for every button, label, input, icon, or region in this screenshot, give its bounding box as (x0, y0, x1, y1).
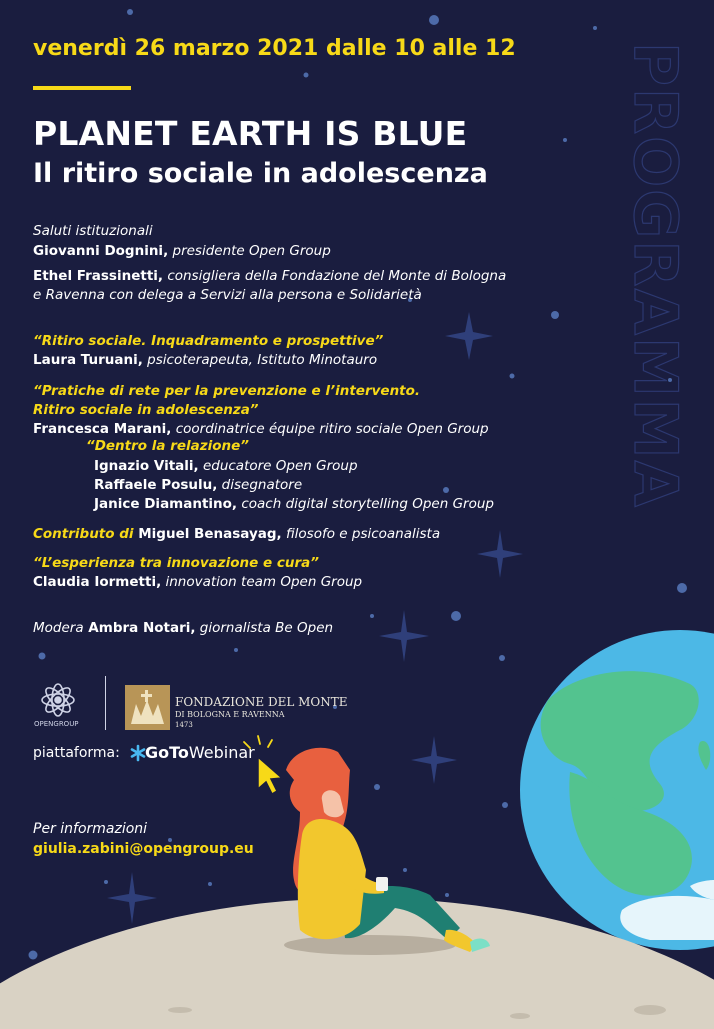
programma-vertical-label: PROGRAMMA (620, 42, 690, 509)
speaker-name: Ambra Notari, (83, 620, 196, 636)
speaker-role: filosofo e psicoanalista (281, 526, 441, 542)
speaker-role: disegnatore (217, 477, 303, 493)
platform-label: piattaforma: (33, 745, 120, 761)
event-subtitle: Il ritiro sociale in adolescenza (33, 158, 488, 189)
speaker-name: Ethel Frassinetti, (33, 268, 164, 284)
talk-title: “L’esperienza tra innovazione e cura” (33, 555, 319, 571)
gotowebinar-brand-bold: GoTo (145, 743, 189, 762)
fondazione-emblem-icon (125, 685, 170, 730)
greetings-label: Saluti istituzionali (33, 223, 153, 239)
speaker-line (33, 243, 331, 260)
gotowebinar-brand[interactable] (145, 743, 255, 762)
talk-title: “Pratiche di rete per la prevenzione e l’intervento. (33, 383, 421, 399)
info-label: Per informazioni (33, 821, 148, 837)
fondazione-logo-year: 1473 (175, 721, 193, 729)
contribution-line (33, 526, 440, 543)
speaker-role: giornalista Be Open (195, 620, 334, 636)
date-underline (33, 86, 131, 90)
event-title: PLANET EARTH IS BLUE (33, 114, 468, 153)
gotowebinar-brand-thin: Webinar (188, 743, 255, 762)
opengroup-logo-text: OPENGROUP (34, 720, 79, 728)
speaker-line (94, 477, 302, 494)
contribution-label: Contributo di (33, 526, 134, 542)
speaker-role: presidente Open Group (168, 243, 331, 259)
moderator-line (33, 620, 333, 637)
speaker-line (33, 421, 489, 438)
speaker-name: Claudia Iormetti, (33, 574, 162, 590)
speaker-line (94, 458, 358, 475)
talk-title: Ritiro sociale in adolescenza” (33, 402, 259, 418)
logo-divider (105, 676, 106, 730)
speaker-name: Giovanni Dognini, (33, 243, 169, 259)
speaker-line (33, 268, 506, 285)
speaker-role: educatore Open Group (198, 458, 358, 474)
speaker-role: coordinatrice équipe ritiro sociale Open Group (171, 421, 489, 437)
moderator-label: Modera (33, 620, 84, 636)
speaker-name: Miguel Benasayag, (133, 526, 282, 542)
sub-talk-title: “Dentro la relazione” (86, 438, 249, 454)
info-email-link[interactable]: giulia.zabini@opengroup.eu (33, 841, 254, 857)
speaker-name: Francesca Marani, (33, 421, 172, 437)
speaker-name: Ignazio Vitali, (94, 458, 199, 474)
speaker-name: Raffaele Posulu, (94, 477, 218, 493)
speaker-role: psicoterapeuta, Istituto Minotauro (142, 352, 378, 368)
speaker-line (33, 574, 362, 591)
speaker-line (33, 352, 377, 369)
speaker-role: consigliera della Fondazione del Monte di Bologna (163, 268, 507, 284)
speaker-line (94, 496, 494, 513)
event-date: venerdì 26 marzo 2021 dalle 10 alle 12 (33, 36, 516, 61)
speaker-role-continued: e Ravenna con delega a Servizi alla persona e Solidarietà (33, 287, 422, 303)
talk-title: “Ritiro sociale. Inquadramento e prospettive” (33, 333, 384, 349)
speaker-name: Janice Diamantino, (94, 496, 238, 512)
fondazione-logo-name: FONDAZIONE DEL MONTE (175, 695, 348, 709)
fondazione-logo-subtitle: DI BOLOGNA E RAVENNA (175, 710, 285, 719)
speaker-role: coach digital storytelling Open Group (237, 496, 494, 512)
speaker-name: Laura Turuani, (33, 352, 143, 368)
speaker-role: innovation team Open Group (161, 574, 363, 590)
